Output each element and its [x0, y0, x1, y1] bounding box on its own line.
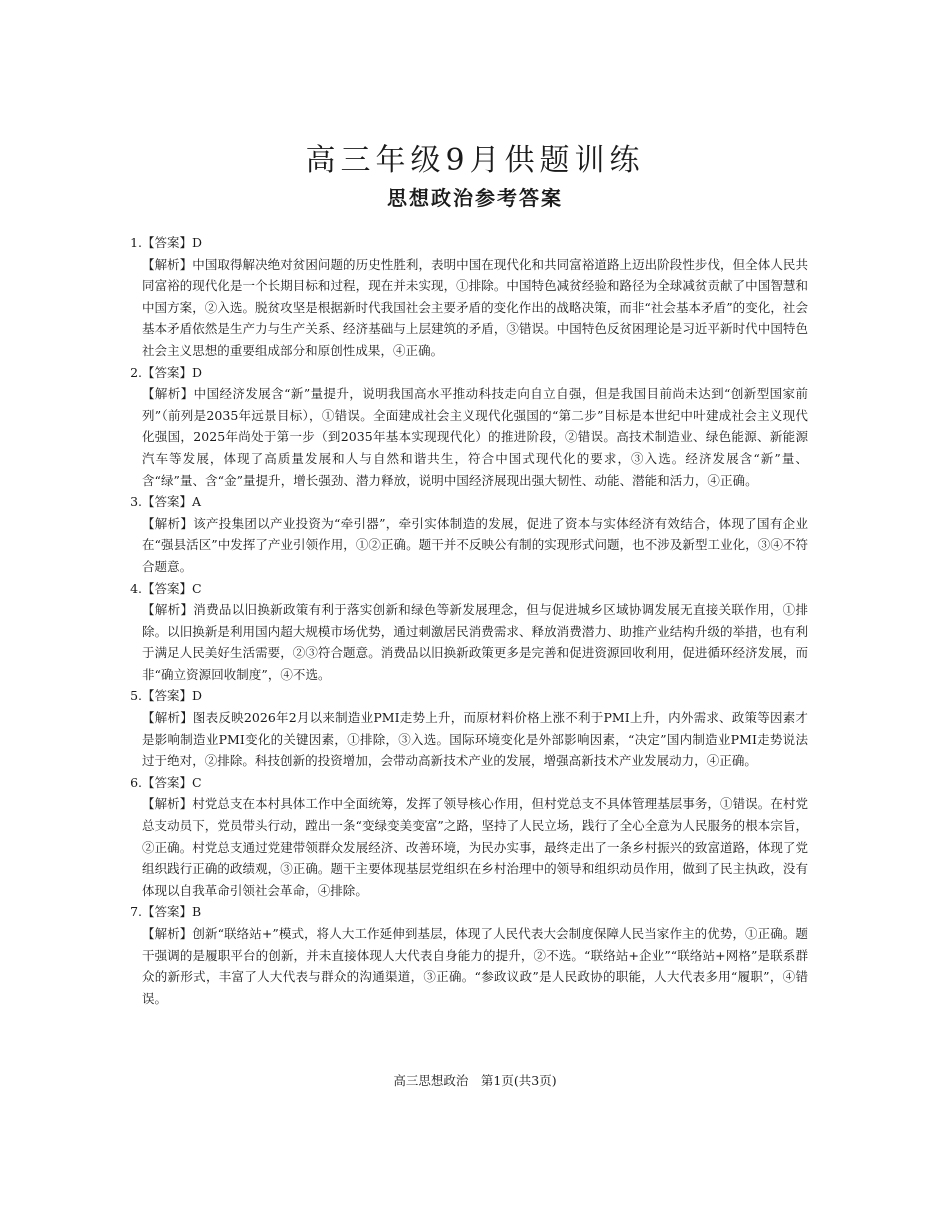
question-block: [130, 491, 808, 577]
answer-label: 【答案】C: [142, 580, 202, 596]
question-block: [130, 685, 808, 771]
analysis-text: 【解析】中国经济发展含“新”量提升，说明我国高水平推动科技走向自立自强，但是我国目前尚未达到“创新型国家前列”（前列是2035年远景目标），①错误。全面建成社会主义现代化强国的“第二步”目标是本世纪中叶建成社会主义现代化强国，2025年尚处于第一步（到2035年基本实现现代化）的推进阶段，②错误。高技术制造业、绿色能源、新能源汽车等发展，体现了高质量发展和人与自然和谐共生，符合中国式现代化的要求，③入选。经济发展含“新”量、含“绿”量、含“金”量提升，增长强劲、潜力释放，说明中国经济展现出强大韧性、动能、潜能和活力，④正确。: [142, 386, 808, 488]
answer-label: 【答案】A: [142, 494, 202, 510]
answer-line: [130, 362, 808, 384]
answer-label: 【答案】D: [142, 235, 203, 250]
analysis-text: 【解析】村党总支在本村具体工作中全面统筹，发挥了领导核心作用，但村党总支不具体管理基层事务，①错误。在村党总支动员下，党员带头行动，蹚出一条“变绿变美变富”之路，坚持了人民立场，践行了全心全意为人民服务的根本宗旨，②正确。村党总支通过党建带领群众发展经济、改善环境，为民办实事，最终走出了一条乡村振兴的致富道路，体现了党组织践行正确的政绩观，③正确。题干主要体现基层党组织在乡村治理中的领导和组织动员作用，做到了民主执政，没有体现以自我革命引领社会革命，④排除。: [142, 796, 808, 898]
answer-label: 【答案】D: [142, 364, 203, 380]
answer-line: [130, 685, 808, 707]
question-number: 7.: [130, 904, 142, 920]
answer-line: [130, 772, 808, 794]
answer-line: [130, 491, 808, 513]
question-block: [130, 578, 808, 686]
answer-line: [130, 578, 808, 600]
analysis-text: 【解析】该产投集团以产业投资为“牵引器”，牵引实体制造的发展，促进了资本与实体经济有效结合，体现了国有企业在“强县活区”中发挥了产业引领作用，①②正确。题干并不反映公有制的实现形式问题，也不涉及新型工业化，③④不符合题意。: [142, 515, 808, 574]
answer-line: [130, 232, 808, 254]
answer-list: [130, 232, 808, 1009]
question-number: 4.: [130, 580, 142, 596]
page-title: 高三年级9月供题训练: [305, 143, 645, 178]
question-number: 3.: [130, 494, 142, 510]
question-block: [130, 232, 808, 362]
question-block: [130, 362, 808, 492]
question-number: 6.: [130, 774, 142, 790]
question-number: 1.: [130, 235, 142, 250]
page-subtitle: 思想政治参考答案: [387, 186, 563, 210]
analysis-text: 【解析】中国取得解决绝对贫困问题的历史性胜利，表明中国在现代化和共同富裕道路上迈出阶段性步伐，但全体人民共同富裕的现代化是一个长期目标和过程，现在并未实现，①排除。中国特色减贫经验和路径为全球减贫贡献了中国智慧和中国方案，②入选。脱贫攻坚是根据新时代我国社会主要矛盾的变化作出的战略决策，而非“社会基本矛盾”的变化，社会基本矛盾依然是生产力与生产关系、经济基础与上层建筑的矛盾，③错误。中国特色反贫困理论是习近平新时代中国特色社会主义思想的重要组成部分和原创性成果，④正确。: [142, 256, 808, 358]
answer-label: 【答案】B: [142, 904, 202, 920]
answer-label: 【答案】C: [142, 774, 202, 790]
answer-label: 【答案】D: [142, 688, 203, 704]
analysis-text: 【解析】图表反映2026年2月以来制造业PMI走势上升，而原材料价格上涨不利于PMI上升，内外需求、政策等因素才是影响制造业PMI变化的关键因素，①排除，③入选。国际环境变化是外部影响因素，“决定”国内制造业PMI走势说法过于绝对，②排除。科技创新的投资增加，会带动高新技术产业的发展，增强高新技术产业发展动力，④正确。: [142, 710, 808, 769]
analysis-text: 【解析】创新“联络站+”模式，将人大工作延伸到基层，体现了人民代表大会制度保障人民当家作主的优势，①正确。题干强调的是履职平台的创新，并未直接体现人大代表自身能力的提升，②不选。“联络站+企业”“联络站+网格”是联系群众的新形式，丰富了人大代表与群众的沟通渠道，③正确。“参政议政”是人民政协的职能，人大代表多用“履职”，④错误。: [142, 926, 808, 1006]
question-number: 5.: [130, 688, 142, 704]
question-block: [130, 772, 808, 902]
question-number: 2.: [130, 364, 142, 380]
question-block: [130, 901, 808, 1009]
page-footer: 高三思想政治 第1页(共3页): [393, 1073, 557, 1088]
answer-line: [130, 901, 808, 923]
analysis-text: 【解析】消费品以旧换新政策有利于落实创新和绿色等新发展理念，但与促进城乡区域协调发展无直接关联作用，①排除。以旧换新是利用国内超大规模市场优势，通过刺激居民消费需求、释放消费潜力、助推产业结构升级的举措，也有利于满足人民美好生活需要，②③符合题意。消费品以旧换新政策更多是完善和促进资源回收利用，促进循环经济发展，而非“确立资源回收制度”，④不选。: [142, 602, 808, 682]
